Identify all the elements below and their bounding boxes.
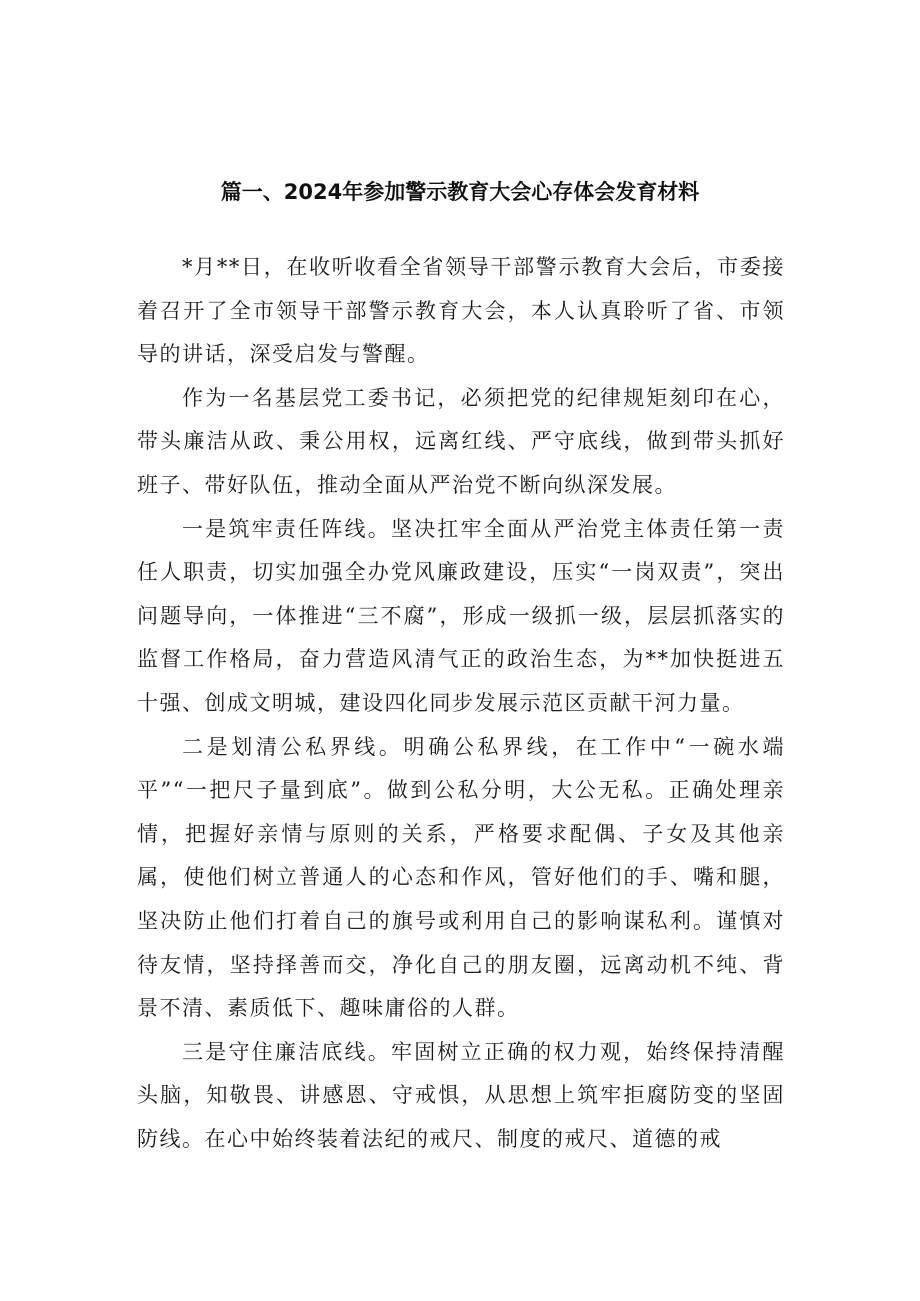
document-body [137, 246, 785, 1161]
document-title: 篇一、2024年参加警示教育大会心存体会发育材料 [220, 180, 700, 204]
paragraph-point-one: 一是筑牢责任阵线。坚决扛牢全面从严治党主体责任第一责任人职责，切实加强全办党风廉政建设，压实“一岗双责”，突出问题导向，一体推进“三不腐”，形成一级抓一级，层层抓落实的监督工作格局，奋力营造风清气正的政治生态，为**加快挺进五十强、创成文明城，建设四化同步发展示范区贡献干河力量。 [137, 516, 785, 715]
paragraph-point-three: 三是守住廉洁底线。牢固树立正确的权力观，始终保持清醒头脑，知敬畏、讲感恩、守戒惧，从思想上筑牢拒腐防变的坚固防线。在心中始终装着法纪的戒尺、制度的戒尺、道德的戒 [137, 1039, 785, 1151]
paragraph-point-two: 二是划清公私界线。明确公私界线，在工作中“一碗水端平”“一把尺子量到底”。做到公私分明，大公无私。正确处理亲情，把握好亲情与原则的关系，严格要求配偶、子女及其他亲属，使他们树立普通人的心态和作风，管好他们的手、嘴和腿，坚决防止他们打着自己的旗号或利用自己的影响谋私利。谨慎对待友情，坚持择善而交，净化自己的朋友圈，远离动机不纯、背景不清、素质低下、趣味庸俗的人群。 [137, 734, 785, 1021]
paragraph-intro: *月**日，在收听收看全省领导干部警示教育大会后，市委接着召开了全市领导干部警示教育大会，本人认真聆听了省、市领导的讲话，深受启发与警醒。 [137, 255, 785, 367]
paragraph-role: 作为一名基层党工委书记，必须把党的纪律规矩刻印在心，带头廉洁从政、秉公用权，远离红线、严守底线，做到带头抓好班子、带好队伍，推动全面从严治党不断向纵深发展。 [137, 385, 785, 497]
